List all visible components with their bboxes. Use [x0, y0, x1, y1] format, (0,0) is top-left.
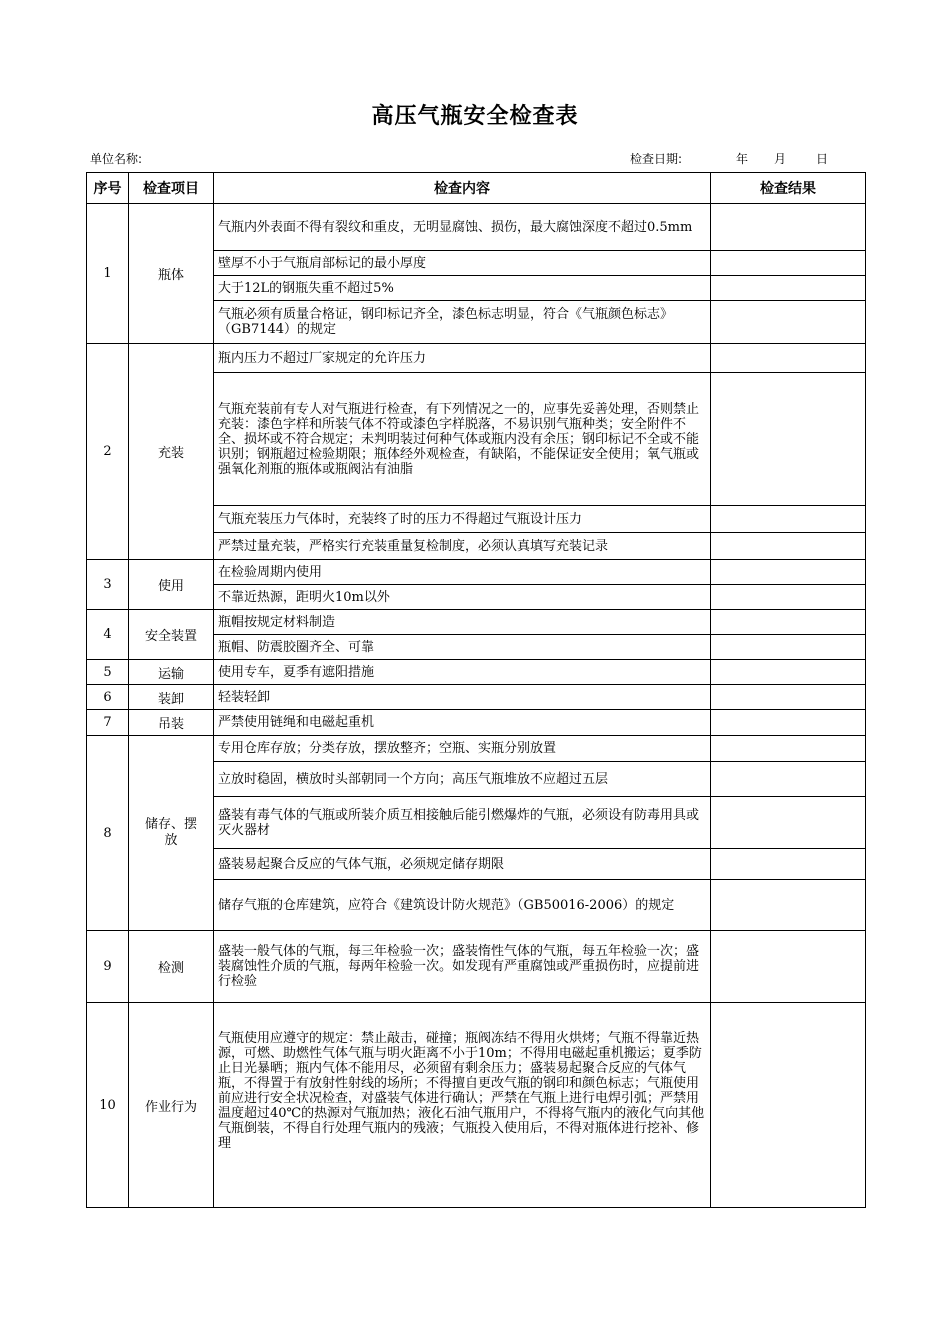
- check-content: 瓶帽按规定材料制造: [214, 610, 711, 635]
- check-content: 专用仓库存放；分类存放，摆放整齐；空瓶、实瓶分别放置: [214, 736, 711, 762]
- check-content: 气瓶使用应遵守的规定：禁止敲击，碰撞；瓶阀冻结不得用火烘烤；气瓶不得靠近热源，可燃、助燃性气体气瓶与明火距离不小于10m；不得用电磁起重机搬运；夏季防止日光暴晒；瓶内气体不能用尽，必须留有剩余压力；盛装易起聚合反应的气体气瓶，不得置于有放射性射线的场所；不得擅自更改气瓶的钢印和颜色标志；气瓶使用前应进行安全状况检查，对盛装气体进行确认；严禁在气瓶上进行电焊引弧；严禁用温度超过40℃的热源对气瓶加热；液化石油气瓶用户，不得将气瓶内的液化气向其他气瓶倒装，不得自行处理气瓶内的残液；气瓶投入使用后，不得对瓶体进行挖补、修理: [214, 1003, 711, 1208]
- result-cell[interactable]: [711, 1003, 866, 1208]
- result-cell[interactable]: [711, 204, 866, 251]
- table-row: [87, 1003, 866, 1208]
- check-content: 不靠近热源，距明火10m以外: [214, 585, 711, 610]
- date-year: 年: [736, 152, 749, 166]
- row-number: 9: [87, 931, 129, 1003]
- check-content: 轻装轻卸: [214, 685, 711, 710]
- result-cell[interactable]: [711, 506, 866, 533]
- result-cell[interactable]: [711, 797, 866, 849]
- result-cell[interactable]: [711, 736, 866, 762]
- result-cell[interactable]: [711, 301, 866, 344]
- check-item: 作业行为: [129, 1003, 214, 1208]
- col-header-result: 检查结果: [711, 173, 866, 204]
- check-item: 充装: [129, 344, 214, 560]
- check-content: 盛装易起聚合反应的气体气瓶，必须规定储存期限: [214, 849, 711, 880]
- date-day: 日: [816, 152, 829, 166]
- row-number: 3: [87, 560, 129, 610]
- result-cell[interactable]: [711, 931, 866, 1003]
- table-row: [87, 710, 866, 736]
- check-item: 装卸: [129, 685, 214, 710]
- row-number: 5: [87, 660, 129, 685]
- check-content: 壁厚不小于气瓶肩部标记的最小厚度: [214, 251, 711, 276]
- check-content: 严禁过量充装，严格实行充装重量复检制度，必须认真填写充装记录: [214, 533, 711, 560]
- col-header-no: 序号: [87, 173, 129, 204]
- table-header-row: [87, 173, 866, 204]
- row-number: 6: [87, 685, 129, 710]
- unit-name-label: 单位名称:: [90, 152, 143, 166]
- check-content: 严禁使用链绳和电磁起重机: [214, 710, 711, 736]
- table-row: [87, 931, 866, 1003]
- table-row: [87, 660, 866, 685]
- col-header-content: 检查内容: [214, 173, 711, 204]
- result-cell[interactable]: [711, 276, 866, 301]
- row-number: 8: [87, 736, 129, 931]
- check-content: 气瓶内外表面不得有裂纹和重皮，无明显腐蚀、损伤，最大腐蚀深度不超过0.5mm: [214, 204, 711, 251]
- table-row: [87, 736, 866, 762]
- check-item: 检测: [129, 931, 214, 1003]
- check-item: 运输: [129, 660, 214, 685]
- check-content: 气瓶充装压力气体时，充装终了时的压力不得超过气瓶设计压力: [214, 506, 711, 533]
- check-content: 在检验周期内使用: [214, 560, 711, 585]
- row-number: 1: [87, 204, 129, 344]
- date-label: 检查日期:: [630, 152, 683, 166]
- check-content: 立放时稳固，横放时头部朝同一个方向；高压气瓶堆放不应超过五层: [214, 762, 711, 797]
- result-cell[interactable]: [711, 251, 866, 276]
- check-content: 储存气瓶的仓库建筑，应符合《建筑设计防火规范》（GB50016-2006）的规定: [214, 880, 711, 931]
- page-title: 高压气瓶安全检查表: [371, 104, 579, 129]
- result-cell[interactable]: [711, 610, 866, 635]
- table-row: [87, 344, 866, 373]
- row-number: 4: [87, 610, 129, 660]
- inspection-date: [630, 150, 828, 167]
- result-cell[interactable]: [711, 849, 866, 880]
- table-row: [87, 610, 866, 635]
- result-cell[interactable]: [711, 560, 866, 585]
- check-item: 安全装置: [129, 610, 214, 660]
- row-number: 7: [87, 710, 129, 736]
- check-item: 储存、摆放: [129, 736, 214, 931]
- result-cell[interactable]: [711, 660, 866, 685]
- result-cell[interactable]: [711, 710, 866, 736]
- result-cell[interactable]: [711, 373, 866, 506]
- check-content: 气瓶必须有质量合格证，钢印标记齐全，漆色标志明显，符合《气瓶颜色标志》（GB7144）的规定: [214, 301, 711, 344]
- check-item: 使用: [129, 560, 214, 610]
- check-content: 大于12L的钢瓶失重不超过5%: [214, 276, 711, 301]
- col-header-item: 检查项目: [129, 173, 214, 204]
- result-cell[interactable]: [711, 533, 866, 560]
- check-item: 瓶体: [129, 204, 214, 344]
- check-content: 盛装一般气体的气瓶，每三年检验一次；盛装惰性气体的气瓶，每五年检验一次；盛装腐蚀性介质的气瓶，每两年检验一次。如发现有严重腐蚀或严重损伤时，应提前进行检验: [214, 931, 711, 1003]
- result-cell[interactable]: [711, 880, 866, 931]
- result-cell[interactable]: [711, 585, 866, 610]
- result-cell[interactable]: [711, 685, 866, 710]
- table-row: [87, 560, 866, 585]
- row-number: 10: [87, 1003, 129, 1208]
- check-item: 吊装: [129, 710, 214, 736]
- check-content: 盛装有毒气体的气瓶或所装介质互相接触后能引燃爆炸的气瓶，必须设有防毒用具或灭火器材: [214, 797, 711, 849]
- result-cell[interactable]: [711, 635, 866, 660]
- date-month: 月: [774, 152, 787, 166]
- inspection-table: [86, 172, 866, 1208]
- result-cell[interactable]: [711, 762, 866, 797]
- check-content: 使用专车，夏季有遮阳措施: [214, 660, 711, 685]
- check-content: 气瓶充装前有专人对气瓶进行检查，有下列情况之一的，应事先妥善处理，否则禁止充装：漆色字样和所装气体不符或漆色字样脱落，不易识别气瓶种类；安全附件不全、损坏或不符合规定；未判明装过何种气体或瓶内没有余压；钢印标记不全或不能识别；钢瓶超过检验期限；瓶体经外观检查，有缺陷，不能保证安全使用；氧气瓶或强氧化剂瓶的瓶体或瓶阀沾有油脂: [214, 373, 711, 506]
- result-cell[interactable]: [711, 344, 866, 373]
- table-row: [87, 685, 866, 710]
- table-row: [87, 204, 866, 251]
- row-number: 2: [87, 344, 129, 560]
- check-content: 瓶帽、防震胶圈齐全、可靠: [214, 635, 711, 660]
- check-content: 瓶内压力不超过厂家规定的允许压力: [214, 344, 711, 373]
